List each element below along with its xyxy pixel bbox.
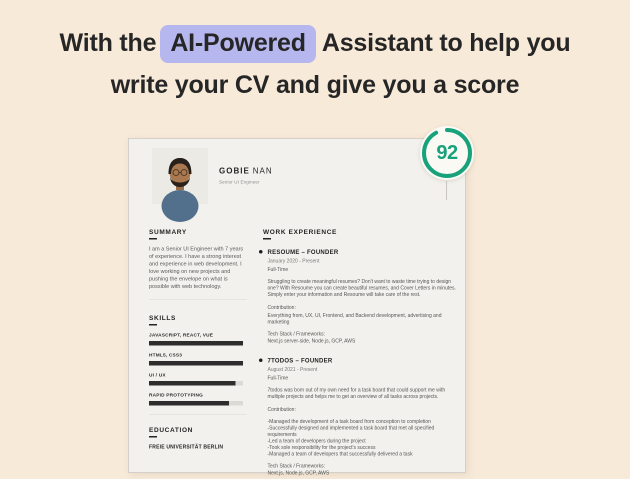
summary-heading: SUMMARY <box>149 228 187 236</box>
skill-bar-track <box>149 401 243 406</box>
skill-bar-fill <box>149 401 229 406</box>
skill-bar-fill <box>149 341 243 346</box>
left-column-divider <box>149 300 247 301</box>
avatar <box>152 148 208 204</box>
headline-line-2: write your CV and give you a score <box>110 71 520 99</box>
resume-content <box>129 139 467 479</box>
skill-item <box>149 393 247 406</box>
resume-left-column <box>149 228 247 450</box>
headline-prefix: With the <box>59 29 157 57</box>
job-period: August 2021 - Present <box>267 367 318 373</box>
contribution-line: -Successfully designed and implemented a task board that met all specified requirements <box>267 425 435 438</box>
section-underline <box>263 238 271 240</box>
headline-suffix: Assistant to help you <box>321 29 571 57</box>
left-column-divider <box>149 415 247 416</box>
job-employment-type: Full-Time <box>267 375 289 381</box>
education-heading: EDUCATION <box>149 426 194 434</box>
section-underline <box>149 324 157 326</box>
contribution-label: Contribution: <box>267 407 296 413</box>
skill-item <box>149 353 247 366</box>
skill-bar-fill <box>149 361 243 366</box>
candidate-name-block <box>219 167 273 185</box>
job-bullet-icon <box>259 359 263 363</box>
job-description: 7todos was born out of my own need for a task board that could support me with multiple projects and helps me to get an overview of all tasks across projects. <box>267 387 446 400</box>
skill-bar-track <box>149 361 243 366</box>
skill-bar-track <box>149 381 243 386</box>
tech-stack-value: Next.js server-side, Node.js, GCP, AWS <box>267 338 356 344</box>
resume-right-column <box>263 228 458 476</box>
candidate-last-name: NAN <box>252 167 273 176</box>
contribution-line: -Led a team of developers during the project <box>267 438 366 444</box>
skill-bar-track <box>149 341 243 346</box>
headline <box>0 22 630 106</box>
tech-stack-value: Next.js, Node.js, GCP, AWS <box>267 470 330 476</box>
candidate-first-name: GOBIE <box>219 167 250 176</box>
section-underline <box>149 436 157 438</box>
job-entry <box>263 249 458 345</box>
summary-text: I am a Senior UI Engineer with 7 years of experience. I have a strong interest and experience in web development. I love working on new projects and pushing the envelope on what is possible with web technology. <box>149 246 244 290</box>
job-bullet-icon <box>259 250 263 254</box>
skill-label: HTML5, CSS3 <box>149 352 183 358</box>
contribution-label: Contribution: <box>267 305 296 311</box>
job-entry <box>263 357 458 476</box>
score-value: 92 <box>436 141 458 164</box>
skill-bar-fill <box>149 381 235 386</box>
job-period: January 2020 - Present <box>267 258 320 264</box>
skill-label: UI / UX <box>149 372 166 378</box>
resume-paper <box>128 138 466 476</box>
skill-item <box>149 333 247 346</box>
skill-item <box>149 373 247 386</box>
section-underline <box>149 238 157 240</box>
contribution-line: -Managed a team of developers that successfully delivered a task <box>267 451 413 457</box>
job-description: Struggling to create meaningful resumes? Don't want to waste time trying to design one? With Resoume you can create beautiful resumes, and Cover Letters in minutes. Simply enter your information and Resoume will take care of the rest. <box>267 279 456 298</box>
job-employment-type: Full-Time <box>267 267 289 273</box>
skill-label: JAVASCRIPT, REACT, VUE <box>149 332 214 338</box>
skill-label: RAPID PROTOTYPING <box>149 392 203 398</box>
cv-score-badge <box>420 126 474 180</box>
tech-stack-label: Tech Stack / Frameworks: <box>267 463 326 469</box>
candidate-name <box>219 167 273 176</box>
ai-powered-chip: AI-Powered <box>160 25 316 63</box>
job-title: RESOUME – FOUNDER <box>267 248 339 256</box>
headline-line-1 <box>0 22 630 64</box>
avatar-photo-illustration <box>152 148 208 204</box>
contribution-text: Everything from, UX, UI, Frontend, and Backend development, advertising and marketing <box>267 313 442 325</box>
contribution-line: -Managed the development of a task board from conception to completion <box>267 419 431 425</box>
score-progress-ring <box>420 126 474 180</box>
skills-heading: SKILLS <box>149 314 177 322</box>
contribution-list <box>268 419 459 458</box>
tech-stack-label: Tech Stack / Frameworks: <box>267 331 326 337</box>
contribution-line: -Took sole responsibility for the project's success <box>267 445 376 451</box>
candidate-job-title: Senior UI Engineer <box>219 179 260 185</box>
job-title: 7TODOS – FOUNDER <box>267 357 333 364</box>
work-experience-heading: WORK EXPERIENCE <box>263 228 338 236</box>
education-school: FREIE UNIVERSITÄT BERLIN <box>149 444 224 450</box>
badge-connector-line <box>446 181 447 200</box>
